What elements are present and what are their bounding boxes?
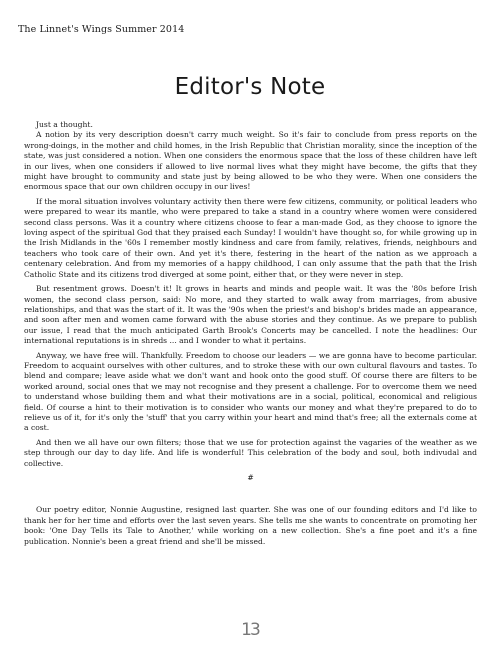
running-header: The Linnet's Wings Summer 2014 [18, 24, 185, 35]
paragraph: But resentment grows. Doesn't it! It grows in hearts and minds and people wait. It was the '80s before Irish women, the second class person, said: No more, and they started to walk away from marriages, from abusive relationships, and that was the start of it. It was the '90s when the priest's and bishop's brides made an appearance, and soon after men and women came forward with the abuse stories and they continue. As we prepare to publish our issue, I read that the much anticipated Garth Brook's Concerts may be cancelled. I note the headlines: Our international reputations is in shreds ... and I wonder to what it pertains. [24, 284, 477, 346]
paragraph: Anyway, we have free will. Thankfully. Freedom to choose our leaders — we are gonna have to become particular. Freedom to acquaint ourselves with other cultures, and to stroke these with our own cultural flavours and tastes. To blend and compare; leave aside what we don't want and hook onto the good stuff. Of course there are filters to be worked around, social ones that we may not recognise and they present a challenge. For to overcome them we need to understand whose building them and what their motivations are in a social, political, economical and religious field. Of course a hint to their motivation is to consider who wants our money and what they're prepared to do to relieve us of it, for it's only the 'stuff' that you carry within your heart and mind that's free; all the externals come at a cost. [24, 350, 477, 433]
paragraph: If the moral situation involves voluntary activity then there were few citizens, community, or political leaders who were prepared to wear its mantle, who were prepared to take a stand in a country where women were considered second class persons. Was it a country where citizens choose to fear a man-made God, as they choose to ignore the loving aspect of the spiritual God that they praised each Sunday! I wouldn't have thought so, for while growing up in the Irish Midlands in the '60s I remember mostly kindness and care from family, relatives, friends, neighbours and teachers who took care of their own. And yet it's there, festering in the heart of the nation as we approach a centenary celebration. And from my memories of a happy childhood, I can only assume that the path that the Irish Catholic State and its citizens trod diverged at some point, either that, or they were never in step. [24, 196, 477, 279]
paragraph: Our poetry editor, Nonnie Augustine, resigned last quarter. She was one of our founding editors and I'd like to thank her for her time and efforts over the last seven years. She tells me she wants to concentrate on promoting her book: 'One Day Tells its Tale to Another,' while working on a new collection. She's a fine poet and it's a fine publication. Nonnie's been a great friend and she'll be missed. [24, 505, 477, 546]
paragraph: A notion by its very description doesn't carry much weight. So it's fair to conclude from press reports on the wrong-doings, in the mother and child homes, in the Irish Republic that Christian morality, since the inception of the state, was just considered a notion. When one considers the enormous space that the loss of these children have left in our lives, when one considers if allowed to live normal lives what they might have become, the gifts that they might have brought to community and state just by being allowed to be who they were. When one considers the enormous space that our own children occupy in our lives! [24, 130, 477, 192]
page-title: Editor's Note [174, 74, 326, 100]
paragraph: Just a thought. [36, 120, 93, 129]
article-body [24, 120, 477, 551]
section-separator: # [247, 473, 254, 482]
paragraph: And then we all have our own filters; those that we use for protection against the vagaries of the weather as we step through our day to day life. And life is wonderful! This celebration of the body and soul, both indivudal and collective. [24, 437, 477, 468]
page-number: 13 [241, 620, 259, 640]
